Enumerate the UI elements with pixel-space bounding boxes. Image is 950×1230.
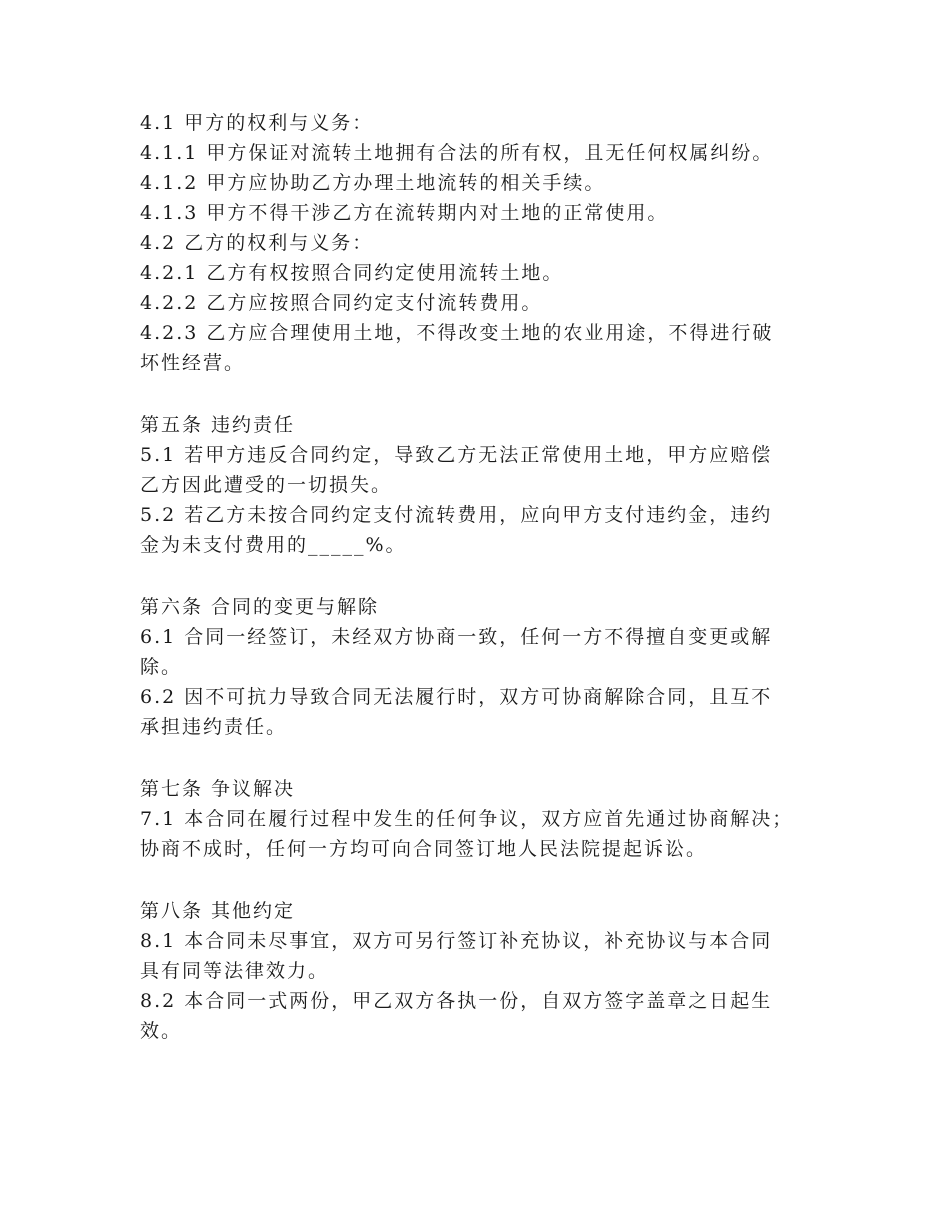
clause-5-1-cont: 乙方因此遭受的一切损失。 [140,474,393,496]
clause-8-2-cont: 效。 [140,1020,183,1042]
clause-4-1-3: 4.1.3 甲方不得干涉乙方在流转期内对土地的正常使用。 [140,202,669,224]
clause-4-1-heading: 4.1 甲方的权利与义务： [140,112,374,134]
article-6-heading: 第六条 合同的变更与解除 [140,596,380,618]
clause-6-2-cont: 承担违约责任。 [140,716,288,738]
clause-4-1-1: 4.1.1 甲方保证对流转土地拥有合法的所有权，且无任何权属纠纷。 [140,142,774,164]
contract-text [140,108,830,1046]
paragraph-gap [140,560,830,592]
clause-7-1-cont: 协商不成时，任何一方均可向合同签订地人民法院提起诉讼。 [140,838,708,860]
clause-4-2-3-cont: 坏性经营。 [140,352,246,374]
clause-8-1-cont: 具有同等法律效力。 [140,960,330,982]
article-8-heading: 第八条 其他约定 [140,900,296,922]
clause-8-1: 8.1 本合同未尽事宜，双方可另行签订补充协议，补充协议与本合同 [140,930,773,952]
clause-5-2: 5.2 若乙方未按合同约定支付流转费用，应向甲方支付违约金，违约 [140,504,773,526]
paragraph-gap [140,378,830,410]
clause-7-1: 7.1 本合同在履行过程中发生的任何争议，双方应首先通过协商解决； [140,808,794,830]
clause-6-1: 6.1 合同一经签订，未经双方协商一致，任何一方不得擅自变更或解 [140,626,773,648]
paragraph-gap [140,742,830,774]
paragraph-gap [140,864,830,896]
clause-4-2-heading: 4.2 乙方的权利与义务： [140,232,374,254]
clause-8-2: 8.2 本合同一式两份，甲乙双方各执一份，自双方签字盖章之日起生 [140,990,773,1012]
clause-5-1: 5.1 若甲方违反合同约定，导致乙方无法正常使用土地，甲方应赔偿 [140,444,773,466]
clause-6-1-cont: 除。 [140,656,183,678]
clause-5-2-cont: 金为未支付费用的_____%。 [140,534,407,556]
clause-4-2-2: 4.2.2 乙方应按照合同约定支付流转费用。 [140,292,543,314]
clause-4-2-3: 4.2.3 乙方应合理使用土地，不得改变土地的农业用途，不得进行破 [140,322,774,344]
article-5-heading: 第五条 违约责任 [140,414,296,436]
clause-4-2-1: 4.2.1 乙方有权按照合同约定使用流转土地。 [140,262,564,284]
article-7-heading: 第七条 争议解决 [140,778,296,800]
clause-4-1-2: 4.1.2 甲方应协助乙方办理土地流转的相关手续。 [140,172,606,194]
clause-6-2: 6.2 因不可抗力导致合同无法履行时，双方可协商解除合同，且互不 [140,686,773,708]
